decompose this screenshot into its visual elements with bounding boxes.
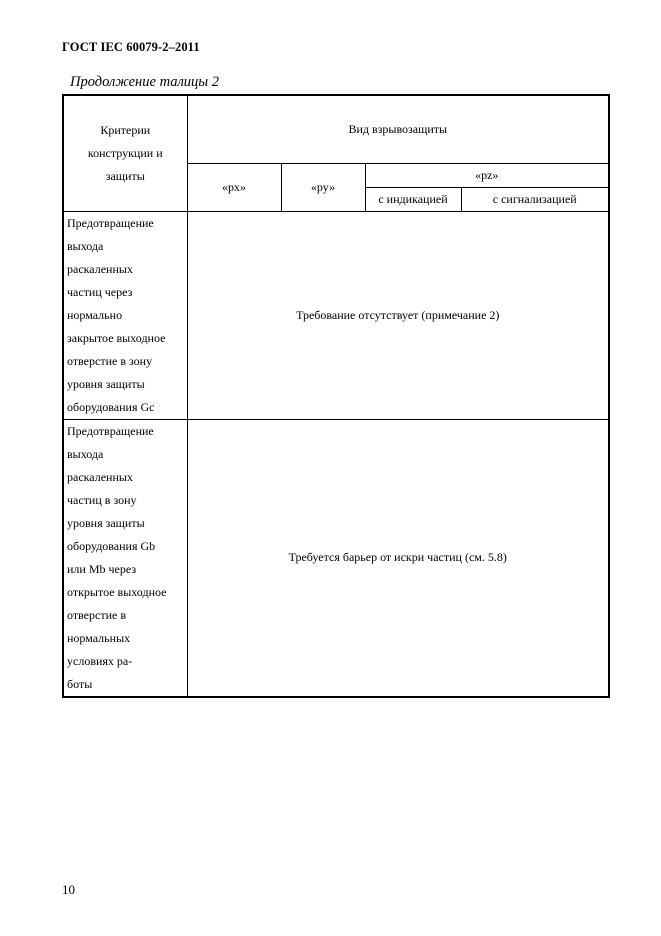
col-pz-header: «pz»	[365, 163, 609, 187]
criteria-header-line: конструкции и	[87, 145, 163, 160]
criterion-line: или Mb через	[67, 561, 137, 576]
table-row	[63, 211, 609, 419]
document-code: ГОСТ IEC 60079-2–2011	[62, 40, 200, 54]
page-number: 10	[62, 882, 75, 897]
criterion-line: оборудования Gb	[67, 538, 156, 553]
header-row	[63, 95, 609, 163]
criterion-line: Предотвращение	[67, 215, 154, 230]
requirement-cell: Требование отсутствует (примечание 2)	[187, 211, 609, 419]
criterion-line: условиях ра-	[67, 653, 133, 668]
criteria-header-line: защиты	[105, 168, 145, 183]
table-row	[63, 419, 609, 697]
criterion-line: частиц через	[67, 284, 133, 299]
col-px-header: «рх»	[187, 163, 281, 211]
criterion-line: раскаленных	[67, 469, 133, 484]
criteria-header-line: Критерии	[100, 122, 151, 137]
criterion-line: частиц в зону	[67, 492, 137, 507]
criterion-line: Предотвращение	[67, 423, 154, 438]
criterion-cell	[63, 211, 187, 419]
criterion-line: выхода	[67, 238, 104, 253]
criterion-line: отверстие в зону	[67, 353, 153, 368]
criteria-header	[63, 95, 187, 211]
protection-type-header: Вид взрывозащиты	[187, 95, 609, 163]
criterion-line: нормальных	[67, 630, 131, 645]
criterion-line: закрытое выходное	[67, 330, 166, 345]
requirement-cell: Требуется барьер от искри частиц (см. 5.8)	[187, 419, 609, 697]
criterion-line: нормально	[67, 307, 123, 322]
criterion-line: открытое выходное	[67, 584, 167, 599]
criterion-line: выхода	[67, 446, 104, 461]
criterion-line: боты	[67, 676, 93, 691]
criterion-line: раскаленных	[67, 261, 133, 276]
table-caption: Продолжение талицы 2	[70, 74, 219, 90]
protection-table	[62, 94, 610, 698]
criterion-line: оборудования Gc	[67, 399, 155, 414]
col-pz-indication-header: с индикацией	[365, 187, 461, 211]
criterion-line: отверстие в	[67, 607, 126, 622]
col-pz-signaling-header: с сигнализацией	[461, 187, 609, 211]
criterion-cell	[63, 419, 187, 697]
criterion-line: уровня защиты	[67, 515, 145, 530]
criterion-line: уровня защиты	[67, 376, 145, 391]
col-py-header: «ру»	[281, 163, 365, 211]
